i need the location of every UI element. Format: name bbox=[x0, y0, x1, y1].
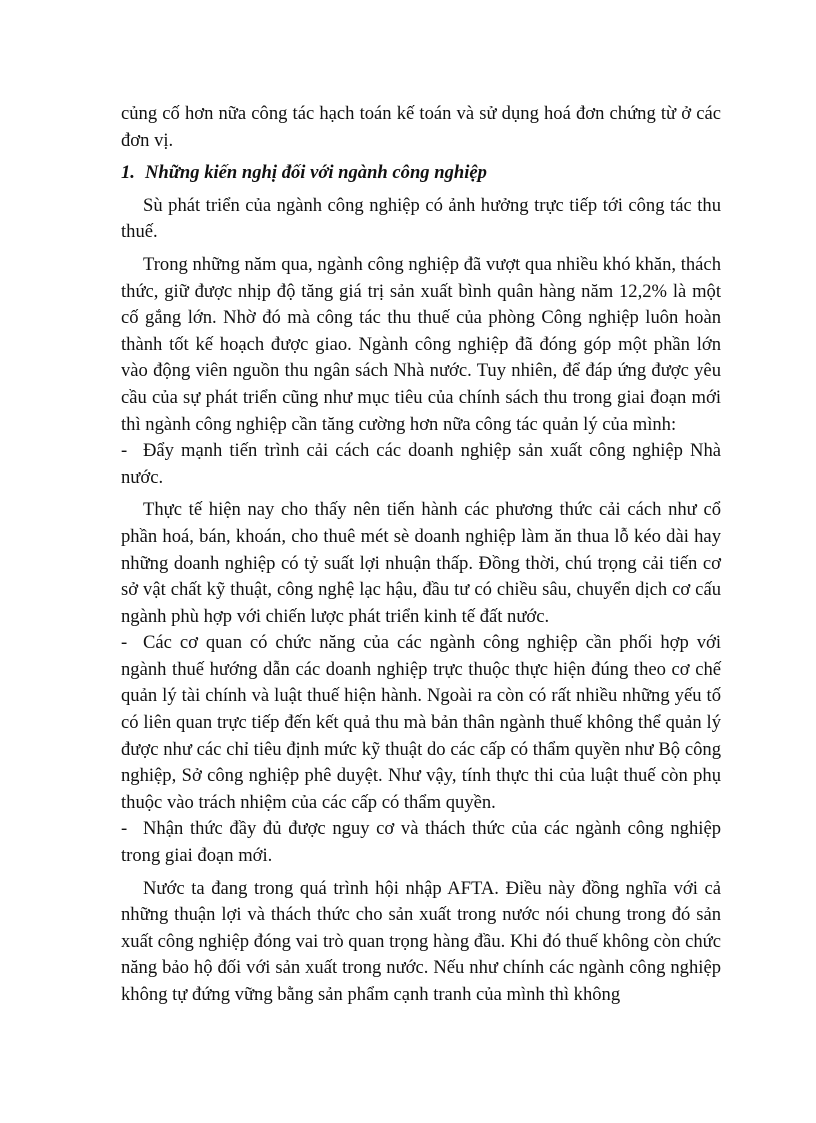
bullet-dash: - bbox=[121, 440, 128, 462]
document-body bbox=[121, 101, 721, 1015]
bullet-dash: - bbox=[121, 818, 128, 840]
bullet-text: Các cơ quan có chức năng của các ngành công nghiệp cần phối hợp với ngành thuế hướng dẫn các doanh nghiệp trực thuộc thực hiện đúng theo cơ chế quản lý tài chính và luật thuế hiện hành. Ngoài ra còn có rất nhiều những yếu tố có liên quan trực tiếp đến kết quả thu mà bản thân ngành thuế không thể quản lý được như các chỉ tiêu định mức kỹ thuật do các cấp có thẩm quyền như Bộ công nghiệp, Sở công nghiệp phê duyệt. Như vậy, tính thực thi của luật thuế còn phụ thuộc vào trách nhiệm của các cấp có thẩm quyền. bbox=[121, 632, 721, 813]
section-heading bbox=[121, 160, 721, 187]
bullet-item-coordination bbox=[121, 630, 721, 816]
paragraph-afta: Nước ta đang trong quá trình hội nhập AFTA. Điều này đồng nghĩa với cả những thuận lợi và thách thức cho sản xuất trong nước nói chung trong đó sản xuất công nghiệp đóng vai trò quan trọng hàng đầu. Khi đó thuế không còn chức năng bảo hộ đối với sản xuất trong nước. Nếu như chính các ngành công nghiệp không tự đứng vững bằng sản phẩm cạnh tranh của mình thì không bbox=[121, 877, 721, 1005]
bullet-item-reform bbox=[121, 438, 721, 491]
paragraph-development: Sù phát triển của ngành công nghiệp có ảnh hưởng trực tiếp tới công tác thu thuế. bbox=[121, 194, 721, 243]
section-heading-text: Những kiến nghị đối với ngành công nghiệp bbox=[145, 162, 487, 184]
section-heading-number: 1. bbox=[121, 162, 135, 184]
paragraph-reality: Thực tế hiện nay cho thấy nên tiến hành các phương thức cải cách như cổ phần hoá, bán, khoán, cho thuê mét sè doanh nghiệp làm ăn thua lỗ kéo dài hay những doanh nghiệp có tỷ suất lợi nhuận thấp. Đồng thời, chú trọng cải tiến cơ sở vật chất kỹ thuật, công nghệ lạc hậu, đầu tư có chiều sâu, chuyển dịch cơ cấu ngành phù hợp với chiến lược phát triển kinh tế đất nước. bbox=[121, 499, 721, 627]
paragraph-intro: củng cố hơn nữa công tác hạch toán kế toán và sử dụng hoá đơn chứng từ ở các đơn vị. bbox=[121, 103, 721, 151]
paragraph-past-years: Trong những năm qua, ngành công nghiệp đã vượt qua nhiều khó khăn, thách thức, giữ được nhịp độ tăng giá trị sản xuất bình quân hàng năm 12,2% là một cố gắng lớn. Nhờ đó mà công tác thu thuế của phòng Công nghiệp luôn hoàn thành tốt kế hoạch được giao. Ngành công nghiệp đã đóng góp một phần lớn vào động viên nguồn thu ngân sách Nhà nước. Tuy nhiên, để đáp ứng được yêu cầu của sự phát triển cũng như mục tiêu của chính sách thu trong giai đoạn mới thì ngành công nghiệp cần tăng cường hơn nữa công tác quản lý của mình: bbox=[121, 253, 721, 435]
bullet-item-awareness bbox=[121, 816, 721, 869]
bullet-dash: - bbox=[121, 632, 128, 654]
bullet-text: Đẩy mạnh tiến trình cải cách các doanh nghiệp sản xuất công nghiệp Nhà nước. bbox=[121, 440, 721, 488]
bullet-text: Nhận thức đầy đủ được nguy cơ và thách thức của các ngành công nghiệp trong giai đoạn mới. bbox=[121, 818, 721, 867]
